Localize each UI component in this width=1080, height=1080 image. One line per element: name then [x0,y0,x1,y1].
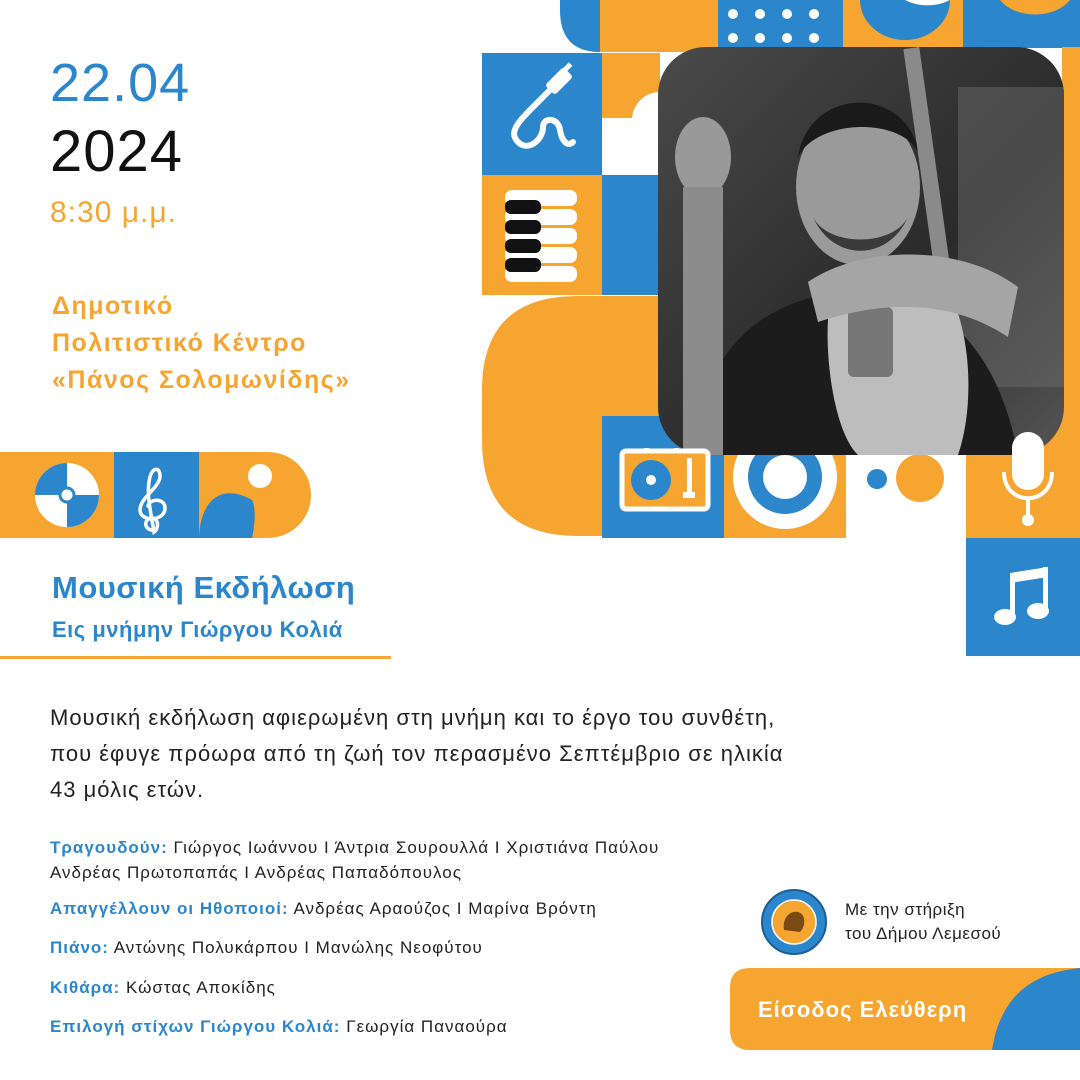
support-line: του Δήμου Λεμεσού [845,924,1002,943]
credit-role: Απαγγέλλουν οι Ηθοποιοί: [50,899,289,918]
event-time: 8:30 μ.μ. [50,196,177,229]
description-line: που έφυγε πρόωρα από τη ζωή τον περασμένο Σεπτέμβριο σε ηλικία [50,741,784,766]
event-venue [52,288,351,399]
credit-piano [50,938,483,958]
free-entry-label: Είσοδος Ελεύθερη [758,997,968,1022]
venue-line: Πολιτιστικό Κέντρο [52,329,307,357]
event-description [50,700,920,808]
credit-singers [50,835,659,885]
event-date-day: 22.04 [50,53,191,113]
credit-guitar [50,978,276,998]
credit-names: Γεωργία Παναούρα [346,1017,508,1036]
credit-names: Ανδρέας Αραούζος Ι Μαρίνα Βρόντη [293,899,597,918]
turntable-icon [619,448,711,512]
credit-actors [50,899,597,919]
credit-role: Τραγουδούν: [50,838,168,857]
credit-role: Κιθάρα: [50,978,121,997]
microphone-icon [1000,432,1056,527]
credit-names: Ανδρέας Πρωτοπαπάς Ι Ανδρέας Παπαδόπουλος [50,863,462,882]
audio-jack-icon [498,62,588,162]
support-line: Με την στήριξη [845,900,966,919]
credit-role: Επιλογή στίχων Γιώργου Κολιά: [50,1017,341,1036]
credit-role: Πιάνο: [50,938,109,957]
event-title: Μουσική Εκδήλωση [52,570,356,605]
description-line: Μουσική εκδήλωση αφιερωμένη στη μνήμη και το έργο του συνθέτη, [50,705,776,730]
credit-lyrics [50,1017,508,1037]
performer-photo [658,47,1064,455]
venue-line: Δημοτικό [52,292,174,320]
credit-names: Αντώνης Πολυκάρπου Ι Μανώλης Νεοφύτου [113,938,483,957]
description-line: 43 μόλις ετών. [50,777,205,802]
piano-keys-icon [505,190,580,282]
event-date-year: 2024 [50,119,184,184]
credit-names: Γιώργος Ιωάννου Ι Άντρια Σουρουλλά Ι Χριστιάνα Παύλου [173,838,660,857]
title-underline [0,656,391,659]
municipality-logo-icon [760,888,828,956]
event-subtitle: Εις μνήμην Γιώργου Κολιά [52,617,343,642]
music-note-icon [990,565,1054,629]
decorative-band [0,452,312,538]
support-text [845,898,1001,946]
venue-line: «Πάνος Σολομωνίδης» [52,366,351,394]
credit-names: Κώστας Αποκίδης [126,978,276,997]
